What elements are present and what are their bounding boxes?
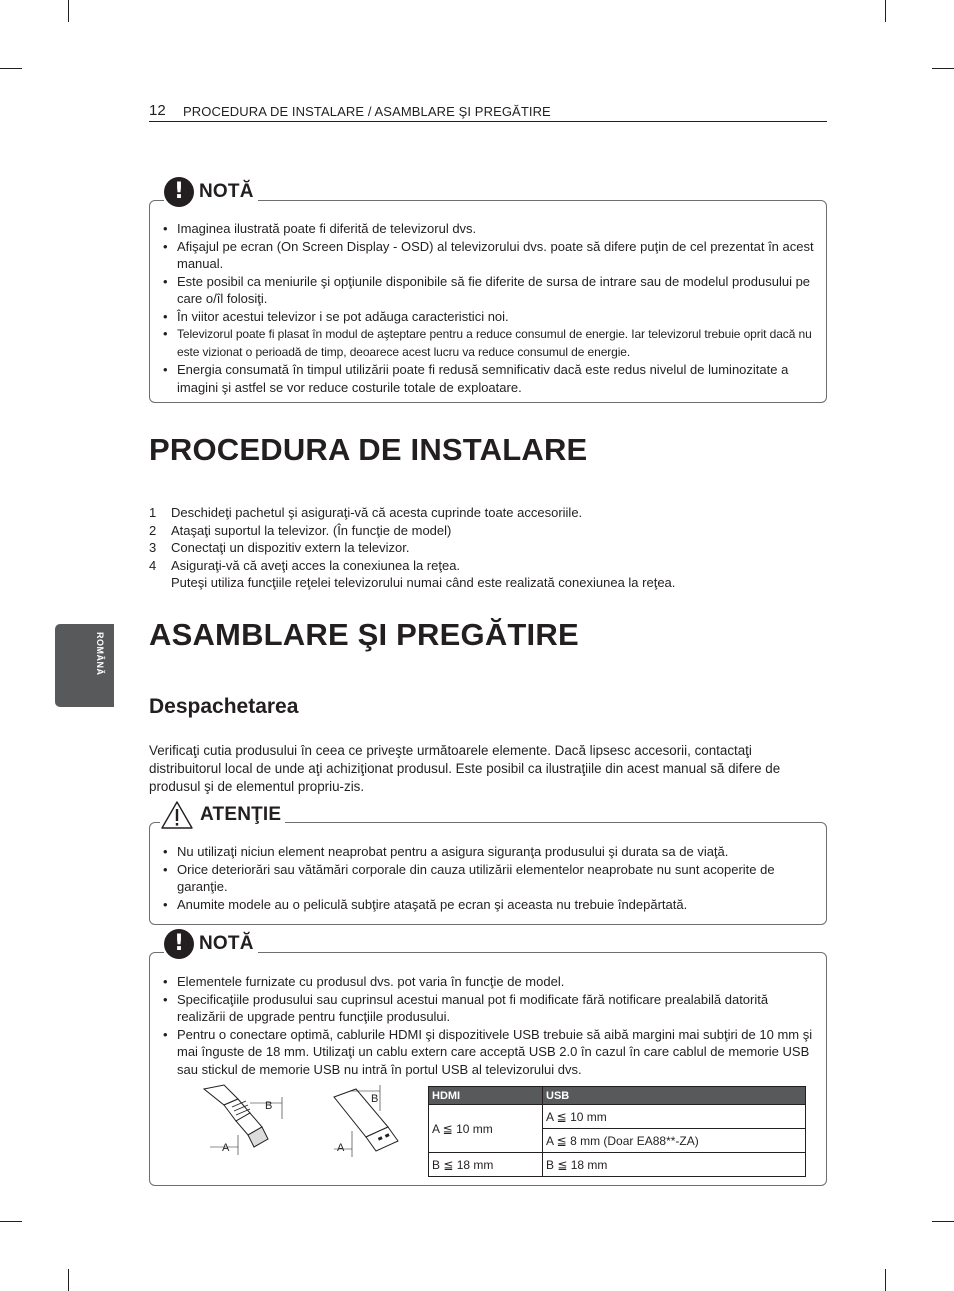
page-number: 12 (149, 102, 166, 119)
list-item: • Imaginea ilustrată poate fi diferită de televizorul dvs. (163, 220, 814, 238)
connector-size-table (428, 1086, 806, 1177)
step-text: Ataşaţi suportul la televizor. (În funcţie de model) (171, 522, 452, 538)
list-item: • În viitor acestui televizor i se pot adăuga caracteristici noi. (163, 308, 814, 326)
language-tab (55, 624, 114, 707)
table-cell: A ≦ 8 mm (Doar EA88**-ZA) (543, 1129, 806, 1153)
step-number: 2 (149, 522, 157, 538)
step-extra-text: Puteşi utiliza funcţiile reţelei televizorului numai când este realizată conexiunea la reţea. (171, 575, 676, 590)
caution-heading (160, 800, 285, 830)
crop-mark (885, 0, 886, 22)
unpacking-paragraph: Verificaţi cutia produsului în ceea ce priveşte următoarele elemente. Dacă lipsesc accesorii, contactaţi distribuitorul local de unde aţi achiziţionat produsul. Este posibil ca ilustraţiile din acest manual să difere de produsul şi de elementul propriu-zis. (149, 743, 781, 794)
crop-mark (68, 1269, 69, 1291)
table-header-row (429, 1087, 806, 1105)
caution-title: ATENŢIE (200, 804, 282, 825)
unpacking-subheading: Despachetarea (149, 695, 299, 718)
caution-box (149, 804, 827, 925)
crop-mark (932, 1221, 954, 1222)
step-item (149, 557, 827, 592)
step-text: Asiguraţi-vă că aveţi acces la conexiunea la reţea. (171, 557, 461, 573)
note-heading (164, 177, 258, 207)
table-cell: B ≦ 18 mm (543, 1153, 806, 1177)
step-text: Conectaţi un dispozitiv extern la televizor. (171, 540, 410, 555)
list-item: • Specificaţiile produsului sau cuprinsul acestui manual pot fi modificate fără notificare prealabilă datorită realizării de upgrade pentru funcţiile produsului. (163, 991, 814, 1026)
step-number: 4 (149, 557, 157, 573)
page-header (149, 102, 827, 122)
exclamation-icon: ! (164, 177, 194, 207)
step-item (149, 504, 827, 522)
crop-mark (885, 1269, 886, 1291)
dimension-label-b: B (265, 1100, 273, 1112)
step-number: 3 (149, 540, 157, 555)
step-number: 1 (149, 505, 157, 520)
dimension-label-b: B (371, 1093, 379, 1105)
list-item: • Este posibil ca meniurile şi opţiunile disponibile să fie diferite de sursa de intrare sau de modelul produsului pe care o/îl folosiţi. (163, 273, 814, 308)
install-steps (149, 504, 827, 592)
table-header-hdmi: HDMI (429, 1087, 543, 1105)
list-item: • Energia consumată în timpul utilizării poate fi redusă semnificativ dacă este redus nivelul de luminozitate a imagini şi astfel se vor reduce costurile totale de exploatare. (163, 361, 814, 396)
list-item: • Orice deteriorări sau vătămări corporale din cauza utilizării elementelor neaprobate nu sunt acoperite de garanţie. (163, 861, 814, 896)
hdmi-connector-illustration (202, 1083, 302, 1163)
note-list (163, 973, 814, 1078)
list-item: • Elementele furnizate cu produsul dvs. pot varia în funcţie de model. (163, 973, 814, 991)
dimension-label-a: A (337, 1142, 345, 1154)
note-box (149, 931, 827, 1186)
table-cell: B ≦ 18 mm (429, 1153, 543, 1177)
list-item: • Televizorul poate fi plasat în modul de aşteptare pentru a reduce consumul de energie. Iar televizorul trebuie oprit dacă nu este vizionat o perioadă de timp, deoarece acest lucru va reduce consumul de energie. (163, 325, 814, 361)
install-heading: PROCEDURA DE INSTALARE (149, 432, 588, 467)
list-item: • Pentru o conectare optimă, cablurile HDMI şi dispozitivele USB trebuie să aibă margini mai subţiri de 10 mm şi mai înguste de 18 mm. Utilizaţi un cablu extern care acceptă USB 2.0 în cazul în care cablul de memorie USB sau stickul de memorie USB nu intră în portul USB al televizorului dvs. (163, 1026, 814, 1079)
list-item: • Afişajul pe ecran (On Screen Display - OSD) al televizorului dvs. poate să difere puţin de cel prezentat în acest manual. (163, 238, 814, 273)
note-title: NOTĂ (199, 181, 254, 202)
step-item (149, 522, 827, 540)
language-tab-label: ROMÂNĂ (95, 632, 105, 676)
note-box (149, 179, 827, 403)
note-heading (164, 929, 258, 959)
step-text: Deschideţi pachetul şi asiguraţi-vă că acesta cuprinde toate accesoriile. (171, 505, 583, 520)
list-item: • Anumite modele au o peliculă subţire ataşată pe ecran şi aceasta nu trebuie îndepărtată. (163, 896, 814, 914)
note-title: NOTĂ (199, 933, 254, 954)
warning-triangle-icon (160, 800, 194, 830)
crop-mark (68, 0, 69, 22)
note-list (163, 220, 814, 396)
assembly-heading: ASAMBLARE ŞI PREGĂTIRE (149, 617, 579, 652)
dimension-label-a: A (222, 1142, 230, 1154)
table-cell: A ≦ 10 mm (543, 1105, 806, 1129)
running-title: PROCEDURA DE INSTALARE / ASAMBLARE ŞI PREGĂTIRE (183, 104, 551, 119)
step-item (149, 539, 827, 557)
crop-mark (0, 1221, 22, 1222)
crop-mark (0, 68, 22, 69)
crop-mark (932, 68, 954, 69)
list-item: • Nu utilizaţi niciun element neaprobat pentru a asigura siguranţa produsului şi durata sa de viaţă. (163, 843, 814, 861)
table-row (429, 1105, 806, 1129)
table-header-usb: USB (543, 1087, 806, 1105)
table-cell: A ≦ 10 mm (429, 1105, 543, 1153)
table-row (429, 1153, 806, 1177)
caution-list (163, 843, 814, 913)
exclamation-icon: ! (164, 929, 194, 959)
